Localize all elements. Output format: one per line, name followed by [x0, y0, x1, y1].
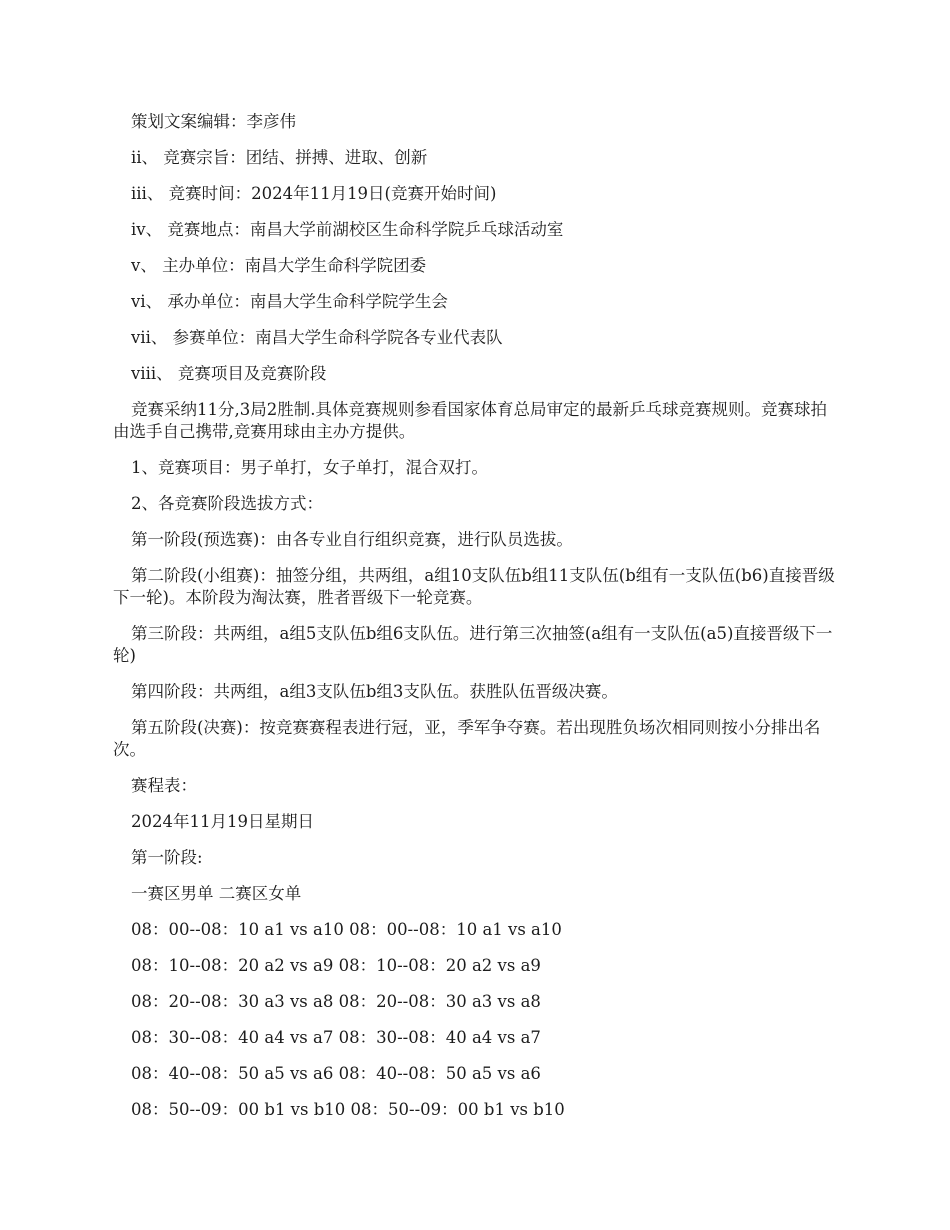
item-events: 1、竞赛项目：男子单打，女子单打，混合双打。 [131, 458, 488, 477]
stage-1: 第一阶段(预选赛)：由各专业自行组织竞赛，进行队员选拔。 [131, 530, 573, 549]
schedule-title: 赛程表： [131, 776, 197, 795]
schedule-row: 08：30--08：40 a4 vs a7 08：30--08：40 a4 vs a7 [131, 1028, 541, 1047]
item-selection: 2、各竞赛阶段选拔方式： [131, 494, 323, 513]
info-host: ⅴ、 主办单位：南昌大学生命科学院团委 [131, 256, 427, 275]
stage-2: 第二阶段(小组赛)：抽签分组，共两组，a组10支队伍b组11支队伍(b组有一支队伍(b6)直接晋级下一轮)。本阶段为淘汰赛，胜者晋级下一轮竞赛。 [113, 566, 835, 607]
info-time: ⅲ、 竞赛时间：2024年11月19日(竞赛开始时间) [131, 184, 497, 203]
schedule-row: 08：40--08：50 a5 vs a6 08：40--08：50 a5 vs a6 [131, 1064, 541, 1083]
rules-paragraph: 竞赛采纳11分,3局2胜制.具体竞赛规则参看国家体育总局审定的最新乒乓球竞赛规则。竞赛球拍由选手自己携带,竞赛用球由主办方提供。 [113, 400, 827, 441]
schedule-row: 08：00--08：10 a1 vs a10 08：00--08：10 a1 vs a10 [131, 920, 562, 939]
schedule-date: 2024年11月19日星期日 [131, 812, 314, 831]
schedule-row: 08：50--09：00 b1 vs b10 08：50--09：00 b1 vs b10 [131, 1100, 565, 1119]
schedule-row: 08：10--08：20 a2 vs a9 08：10--08：20 a2 vs a9 [131, 956, 541, 975]
info-location: ⅳ、 竞赛地点：南昌大学前湖校区生命科学院乒乓球活动室 [131, 220, 564, 239]
info-organizer: ⅵ、 承办单位：南昌大学生命科学院学生会 [131, 292, 448, 311]
stage-4: 第四阶段：共两组，a组3支队伍b组3支队伍。获胜队伍晋级决赛。 [131, 682, 618, 701]
schedule-phase: 第一阶段: [131, 848, 203, 867]
info-events-heading: ⅷ、 竞赛项目及竞赛阶段 [131, 364, 327, 383]
editor-line: 策划文案编辑：李彦伟 [131, 112, 296, 131]
schedule-zones: 一赛区男单 二赛区女单 [131, 884, 302, 903]
info-participants: ⅶ、 参赛单位：南昌大学生命科学院各专业代表队 [131, 328, 503, 347]
info-purpose: ⅱ、 竞赛宗旨：团结、拼搏、进取、创新 [131, 148, 428, 167]
schedule-row: 08：20--08：30 a3 vs a8 08：20--08：30 a3 vs a8 [131, 992, 541, 1011]
stage-5: 第五阶段(决赛)：按竞赛赛程表进行冠，亚，季军争夺赛。若出现胜负场次相同则按小分排出名次。 [113, 718, 821, 759]
stage-3: 第三阶段：共两组，a组5支队伍b组6支队伍。进行第三次抽签(a组有一支队伍(a5)直接晋级下一轮) [113, 624, 833, 665]
